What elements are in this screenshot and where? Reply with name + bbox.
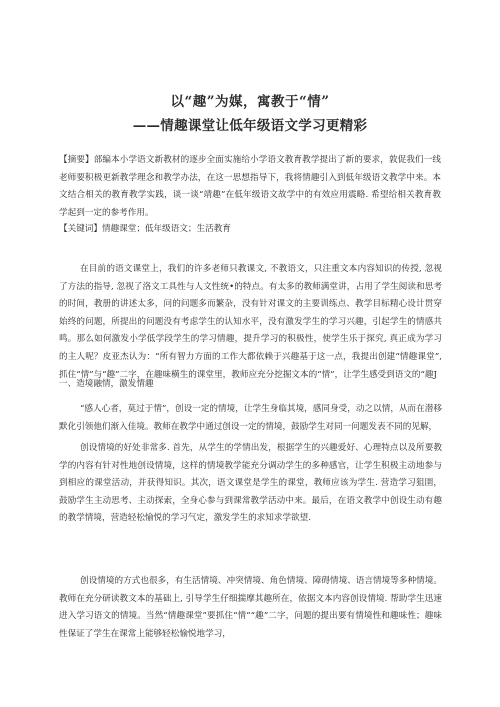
keywords-label: 【关键词】 [59,224,102,234]
title-block [0,93,500,135]
body-paragraph-3: 创设情境的方式也很多，有生活情境、冲突情境、角色情境、障碍情境、语言情境等多种情境。教师在充分研读教文本的基础上, 引导学生仔细揣摩其趣所在，依据文本内容创设情境. 帮助学生迅速进入学习语文的情境。当然“情趣课堂”要抓住“情”“趣”二字，问题的提出要有情境性和趣味性；趣味性保证了学生在课常上能够轻松愉悦地学习， [59,576,442,639]
abstract-label: 【摘要】 [59,155,94,165]
abstract-paragraph [59,152,441,222]
keywords-line [59,222,441,236]
body-paragraph-2: 创设情境的好处非常多. 首先，从学生的学情出发，根据学生的兴趣爱好、心理特点以及所要教学的内容有针对性地创设情境，这样的情境教学能充分调动学生的多种感官，让学生积极主动地参与到相应的课堂活动，并获得知识。其次，语文课堂是学生的课堂，教师应该为学生. 营造学习狙圉，鼓励学生主动思考、主动探索，全身心参与到课常教学活动中来。最后，在语文教学中创设生动有趣的教学情境，营造轻松愉悦的学习气定，激发学生的求知求学欲望. [59,443,442,524]
section-heading: 一、造境融情，激发情趣 [59,379,154,389]
intro-paragraph: 在目前的语文课堂上，我们的许多老师只教课文, 不教语文，只注重文本内容知识的传授, 忽视了方法的指导, 忽视了洛文工具性与人文性统•的特点。有太多的教师满堂讲，占用了学生阅读和思考的时间，教册的讲述太多，问的问题多而繁杂，没有针对课文的主要训练点、教学目标精心设计贯穿始终的问题，所提出的问题没有考虑学生的认知水平，没有激发学生的学习兴趣，引起学生的情感共鸣。那么如何激发小学低学段学生的学习情趣，提升学习的积极性，使学生乐于探究, 真正成为学习的主人呢？皮亚杰认为：“所有智力方面的工作大都依赖于兴趣基于这一点，我提出创建“情趣课堂”, 抓住“情”与“趣”二字，在趣味横生的课堂里，教师应充分挖掘文本的“情”，让学生感受到语文的“趣J [59,264,442,380]
abstract-text: 部编本小学语文新教材的逐步全面实施给小学语文教育教学提出了新的要求，敦促我们一线老师要积极更新教学理念和教学办法，在这一思想指导下，我将情趣引入到低年级语文教学中来。本文结合相关的教育教学实践，谈一谈“靖趣”在低年级语文故学中的有效应用震略. 希望给相关教育教学起到一定的参考作用。 [59,155,441,218]
page-title: 以“趣”为媒，寓教于“情” [170,94,330,110]
body-paragraph-1: “感人心者，莫过于情”，创设一定的情境，让学生身临其境，感同身受，动之以情，从而在潜移默化引领他们渐入佳境。教师在教学中通过创设一定的情境，鼓励学生对同一问题发表不同的见解， [59,404,442,432]
keywords-text: 情趣课堂；低年级语文；生活教育 [101,224,231,234]
page-subtitle: ——情趣课堂让低年级语文学习更精彩 [132,118,368,134]
